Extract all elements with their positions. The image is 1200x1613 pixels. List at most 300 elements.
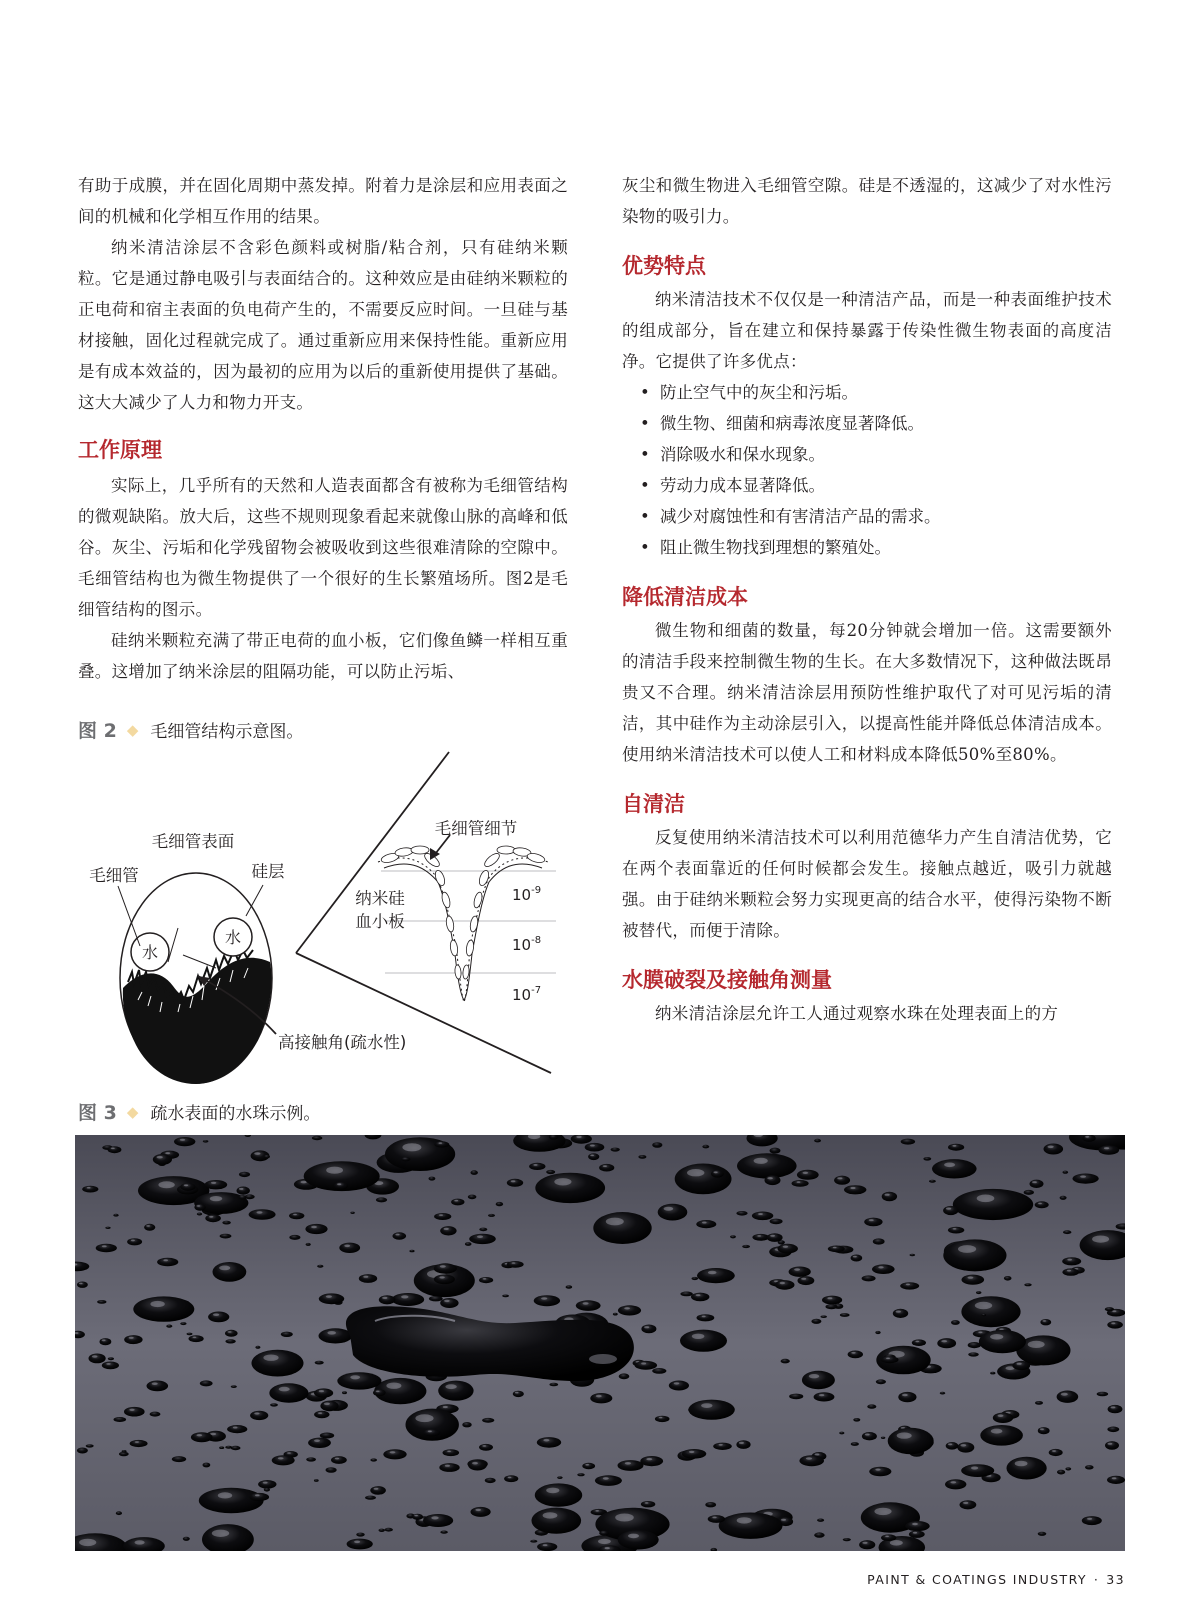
water-droplet bbox=[189, 1335, 204, 1342]
droplet-highlight bbox=[1111, 1322, 1115, 1324]
water-droplet bbox=[1107, 1476, 1125, 1484]
water-droplet bbox=[691, 1293, 709, 1302]
water-droplet bbox=[77, 1282, 88, 1288]
label-capillary-surface: 毛细管表面 bbox=[151, 832, 235, 851]
droplet-highlight bbox=[1112, 1477, 1117, 1479]
droplet-highlight bbox=[445, 1465, 450, 1467]
droplet-highlight bbox=[1067, 1270, 1071, 1272]
water-droplet bbox=[1038, 1532, 1047, 1536]
water-droplet bbox=[566, 1285, 573, 1289]
water-droplet bbox=[89, 1354, 106, 1364]
droplet-highlight bbox=[543, 1439, 549, 1442]
water-droplet bbox=[697, 1268, 735, 1283]
water-droplet bbox=[502, 1295, 509, 1298]
water-droplet bbox=[314, 1479, 319, 1482]
water-droplet bbox=[479, 1228, 487, 1232]
right-column bbox=[622, 170, 1112, 1029]
water-droplet bbox=[250, 1493, 270, 1501]
figure-3-caption bbox=[78, 1098, 320, 1125]
droplet-highlight bbox=[382, 1297, 387, 1299]
water-droplet bbox=[736, 1211, 747, 1216]
water-droplet bbox=[640, 1456, 663, 1466]
water-droplet bbox=[269, 1383, 308, 1402]
droplet-highlight bbox=[576, 1136, 581, 1138]
water-droplet bbox=[641, 1325, 656, 1334]
water-droplet bbox=[440, 1531, 447, 1534]
droplet-highlight bbox=[737, 1517, 752, 1523]
water-droplet bbox=[843, 1538, 851, 1541]
water-droplet bbox=[968, 1352, 979, 1356]
water-droplet bbox=[239, 1195, 247, 1199]
water-droplet bbox=[326, 1467, 337, 1473]
water-droplet bbox=[315, 1361, 324, 1365]
water-droplet bbox=[669, 1381, 689, 1391]
water-droplet bbox=[943, 1206, 958, 1215]
droplet-highlight bbox=[606, 1218, 624, 1226]
water-droplet bbox=[1105, 1307, 1114, 1311]
list-item: • 微生物、细菌和病毒浓度显著降低。 bbox=[660, 408, 1112, 439]
droplet-highlight bbox=[428, 1430, 432, 1432]
water-droplet bbox=[618, 1305, 641, 1315]
water-droplet bbox=[385, 1528, 393, 1532]
droplet-highlight bbox=[319, 1390, 324, 1392]
water-droplet bbox=[468, 1195, 477, 1200]
droplet-highlight bbox=[287, 1452, 291, 1454]
droplet-highlight bbox=[674, 1382, 680, 1384]
section-heading-advantages: 优势特点 bbox=[622, 254, 706, 278]
water-droplet bbox=[379, 1529, 385, 1532]
water-droplet bbox=[376, 1197, 387, 1202]
water-droplet bbox=[482, 1418, 494, 1423]
water-droplet bbox=[468, 1460, 487, 1470]
water-droplet bbox=[393, 1232, 407, 1239]
water-droplet bbox=[320, 1401, 338, 1412]
diamond-icon: ◆ bbox=[126, 720, 139, 739]
droplet-highlight bbox=[293, 1214, 297, 1216]
water-droplet bbox=[730, 1235, 736, 1238]
droplet-highlight bbox=[1087, 1518, 1092, 1520]
droplet-highlight bbox=[87, 1187, 91, 1189]
water-droplet bbox=[802, 1371, 835, 1389]
paragraph: 纳米清洁涂层不含彩色颜料或树脂/粘合剂，只有硅纳米颗粒。它是通过静电吸引与表面结合的。这种效应是由硅纳米颗粒的正电荷和宿主表面的负电荷产生的，不需要反应时间。一旦硅与基材接触，固化过程就完成了。通过重新应用来保持性能。重新应用是有成本效益的，因为最初的应用为以后的重新使用提供了基础。这大大减少了人力和物力开支。 bbox=[78, 238, 568, 412]
droplet-highlight bbox=[1015, 1461, 1028, 1467]
water-droplet bbox=[953, 1189, 1033, 1220]
droplet-highlight bbox=[809, 1374, 819, 1378]
water-droplet bbox=[948, 1227, 964, 1234]
water-droplet bbox=[1044, 1144, 1064, 1155]
water-droplet bbox=[347, 1539, 373, 1550]
water-droplet bbox=[373, 1389, 386, 1396]
water-droplet bbox=[599, 1531, 609, 1536]
water-droplet bbox=[239, 1172, 250, 1177]
water-beads-photo bbox=[75, 1135, 1125, 1551]
water-droplet bbox=[213, 1262, 247, 1282]
water-droplet bbox=[864, 1218, 882, 1227]
water-droplet bbox=[1107, 1321, 1123, 1329]
water-droplet bbox=[105, 1227, 110, 1229]
droplet-highlight bbox=[624, 1307, 630, 1309]
water-droplet bbox=[867, 1404, 876, 1408]
water-droplet bbox=[166, 1325, 172, 1328]
droplet-highlight bbox=[585, 1464, 589, 1466]
zoom-line bbox=[296, 953, 551, 1073]
water-droplet bbox=[537, 1437, 561, 1448]
water-droplet bbox=[1082, 1516, 1102, 1525]
water-droplet bbox=[814, 1139, 821, 1143]
droplet-highlight bbox=[350, 1375, 360, 1379]
water-droplet bbox=[839, 1432, 844, 1435]
section-heading-selfclean: 自清洁 bbox=[622, 792, 685, 816]
water-droplet bbox=[434, 1263, 457, 1273]
water-droplet bbox=[980, 1425, 1023, 1446]
droplet-highlight bbox=[885, 1194, 890, 1196]
droplet-highlight bbox=[794, 1268, 800, 1271]
water-droplet bbox=[775, 1280, 795, 1290]
droplet-highlight bbox=[837, 1177, 842, 1179]
droplet-highlight bbox=[1017, 1363, 1022, 1365]
section-heading-principle: 工作原理 bbox=[78, 438, 162, 462]
water-droplet bbox=[102, 1362, 119, 1370]
water-droplet bbox=[440, 1226, 456, 1235]
figure-caption-text: 疏水表面的水珠示例。 bbox=[150, 1104, 321, 1124]
water-droplet bbox=[1105, 1441, 1119, 1450]
water-droplet bbox=[770, 1148, 781, 1154]
water-droplet bbox=[961, 1296, 1020, 1327]
droplet-highlight bbox=[193, 1337, 197, 1339]
water-droplet bbox=[1097, 1392, 1109, 1397]
water-droplet bbox=[1099, 1145, 1120, 1154]
droplet-highlight bbox=[702, 1316, 706, 1318]
water-droplet bbox=[752, 1234, 769, 1241]
droplet-highlight bbox=[625, 1462, 631, 1465]
droplet-highlight bbox=[1052, 1450, 1056, 1452]
water-droplet bbox=[122, 1450, 127, 1453]
water-droplet bbox=[488, 1214, 495, 1217]
water-droplet bbox=[100, 1338, 112, 1345]
water-droplet bbox=[219, 1446, 224, 1449]
water-droplet bbox=[350, 1212, 354, 1214]
water-droplet bbox=[331, 1456, 347, 1464]
droplet-highlight bbox=[590, 1155, 594, 1157]
water-droplet bbox=[1108, 1405, 1123, 1413]
list-item: • 阻止微生物找到理想的繁殖处。 bbox=[660, 532, 1112, 563]
droplet-highlight bbox=[1061, 1393, 1068, 1396]
water-droplet bbox=[817, 1519, 824, 1522]
droplet-highlight bbox=[218, 1492, 232, 1498]
droplet-highlight bbox=[324, 1403, 330, 1406]
droplet-highlight bbox=[311, 1226, 317, 1228]
water-droplet bbox=[1063, 1171, 1069, 1174]
droplet-highlight bbox=[767, 1177, 773, 1179]
water-droplet bbox=[97, 1300, 106, 1304]
droplet-highlight bbox=[780, 1282, 785, 1284]
paragraph: 有助于成膜，并在固化周期中蒸发掉。附着力是涂层和应用表面之间的机械和化学相互作用的结果。 bbox=[78, 176, 568, 226]
water-droplet bbox=[881, 1356, 899, 1363]
water-droplet bbox=[680, 1292, 692, 1297]
label-capillary-detail: 毛细管细节 bbox=[434, 819, 518, 838]
water-droplet bbox=[116, 1511, 122, 1515]
water-droplet bbox=[655, 1416, 670, 1422]
water-droplet bbox=[789, 1394, 803, 1400]
droplet-highlight bbox=[950, 1481, 956, 1483]
droplet-highlight bbox=[890, 1540, 903, 1546]
water-droplet bbox=[905, 1521, 929, 1531]
water-droplet bbox=[1035, 1401, 1043, 1405]
water-droplet bbox=[203, 1140, 209, 1143]
water-droplet bbox=[77, 1448, 88, 1454]
water-droplet bbox=[200, 1380, 213, 1386]
droplet-highlight bbox=[701, 1403, 712, 1408]
water-droplet bbox=[638, 1155, 646, 1159]
droplet-highlight bbox=[757, 1235, 761, 1237]
water-droplet bbox=[1073, 1174, 1099, 1184]
water-droplet bbox=[423, 1429, 440, 1436]
water-droplet bbox=[535, 1173, 605, 1203]
droplet-highlight bbox=[314, 1439, 320, 1442]
water-droplet bbox=[534, 1295, 560, 1306]
water-droplet bbox=[342, 1391, 347, 1394]
droplet-highlight bbox=[212, 1530, 229, 1537]
list-item: • 劳动力成本显著降低。 bbox=[660, 470, 1112, 501]
droplet-highlight bbox=[952, 1145, 956, 1147]
droplet-highlight bbox=[912, 1523, 918, 1525]
water-droplet bbox=[937, 1338, 956, 1348]
droplet-highlight bbox=[184, 1184, 188, 1186]
droplet-highlight bbox=[255, 1494, 260, 1496]
advantages-list bbox=[622, 377, 1112, 563]
droplet-highlight bbox=[554, 1178, 571, 1185]
water-droplet bbox=[881, 1437, 885, 1439]
water-droplet bbox=[968, 1342, 981, 1348]
water-droplet bbox=[392, 1293, 425, 1306]
droplet-highlight bbox=[219, 1266, 230, 1271]
water-droplet bbox=[272, 1455, 295, 1465]
publication-name: PAINT & COATINGS INDUSTRY bbox=[867, 1572, 1087, 1587]
water-droplet bbox=[770, 1219, 783, 1225]
droplet-highlight bbox=[603, 1477, 609, 1480]
water-droplet bbox=[869, 1467, 891, 1476]
water-droplet bbox=[872, 1264, 895, 1274]
water-droplet bbox=[882, 1192, 897, 1201]
list-item: • 消除吸水和保水现象。 bbox=[660, 439, 1112, 470]
droplet-highlight bbox=[1092, 1236, 1109, 1243]
figure-number: 图 3 bbox=[78, 1102, 117, 1124]
water-droplet bbox=[1004, 1276, 1012, 1281]
water-droplet bbox=[1107, 1427, 1119, 1433]
water-droplet bbox=[948, 1144, 964, 1151]
water-droplet bbox=[319, 1328, 353, 1343]
droplet-highlight bbox=[483, 1278, 487, 1280]
droplet-highlight bbox=[439, 1142, 443, 1144]
water-droplet bbox=[339, 1243, 360, 1253]
water-droplet bbox=[462, 1422, 471, 1427]
scale-label: $10^{-7}$ bbox=[512, 985, 542, 1004]
water-droplet bbox=[834, 1176, 850, 1185]
droplet-highlight bbox=[111, 1148, 115, 1150]
droplet-highlight bbox=[628, 1534, 639, 1539]
droplet-highlight bbox=[944, 1163, 955, 1168]
droplet-highlight bbox=[696, 1294, 701, 1296]
droplet-highlight bbox=[415, 1414, 433, 1422]
droplet-highlight bbox=[278, 1457, 284, 1459]
water-droplet bbox=[708, 1515, 725, 1523]
water-droplet bbox=[736, 1440, 750, 1449]
water-droplet bbox=[576, 1300, 601, 1311]
droplet-highlight bbox=[664, 1207, 674, 1211]
water-droplet bbox=[114, 1417, 127, 1422]
figure-caption-text: 毛细管结构示意图。 bbox=[150, 722, 304, 742]
water-droplet bbox=[821, 1315, 827, 1318]
droplet-highlight bbox=[401, 1295, 408, 1298]
water-droplet bbox=[199, 1488, 264, 1513]
water-droplet bbox=[719, 1513, 783, 1539]
water-droplet bbox=[529, 1163, 545, 1170]
water-droplet bbox=[172, 1456, 186, 1462]
water-droplet bbox=[618, 1460, 644, 1471]
water-droplet bbox=[308, 1438, 331, 1448]
water-droplet bbox=[859, 1540, 875, 1549]
water-droplet bbox=[124, 1335, 142, 1344]
page-footer bbox=[867, 1572, 1125, 1587]
droplet-highlight bbox=[443, 1406, 448, 1408]
water-droplet bbox=[281, 1332, 293, 1337]
droplet-highlight bbox=[641, 1362, 646, 1364]
paragraph: 纳米清洁涂层允许工人通过观察水珠在处理表面上的方 bbox=[655, 1004, 1059, 1023]
droplet-highlight bbox=[708, 1271, 717, 1275]
water-droplet bbox=[231, 1446, 241, 1450]
water-droplet bbox=[767, 1233, 783, 1242]
water-droplet bbox=[675, 1164, 732, 1195]
droplet-highlight bbox=[386, 1383, 401, 1389]
droplet-highlight bbox=[228, 1331, 232, 1333]
water-droplet bbox=[862, 1275, 876, 1281]
droplet-highlight bbox=[444, 1300, 450, 1302]
droplet-highlight bbox=[998, 1414, 1004, 1417]
water-droplet bbox=[1085, 1465, 1094, 1469]
water-droplet bbox=[174, 1137, 195, 1146]
water-droplet bbox=[1007, 1457, 1047, 1480]
water-droplet bbox=[127, 1238, 142, 1245]
droplet-highlight bbox=[482, 1445, 486, 1447]
water-droplet bbox=[496, 1202, 503, 1206]
droplet-highlight bbox=[896, 1311, 901, 1313]
water-droplet bbox=[319, 1293, 344, 1304]
droplet-highlight bbox=[102, 1245, 107, 1247]
water-droplet bbox=[187, 1333, 193, 1336]
water-droplet bbox=[595, 1475, 622, 1486]
water-droplet bbox=[680, 1330, 727, 1352]
droplet-highlight bbox=[546, 1488, 559, 1494]
water-droplet bbox=[439, 1463, 459, 1472]
water-droplet bbox=[86, 1444, 94, 1447]
droplet-highlight bbox=[129, 1409, 134, 1411]
droplet-highlight bbox=[135, 1540, 145, 1544]
droplet-highlight bbox=[1048, 1146, 1054, 1149]
droplet-highlight bbox=[1038, 1203, 1042, 1205]
water-droplet bbox=[205, 1180, 228, 1189]
droplet-highlight bbox=[395, 1234, 399, 1236]
water-droplet bbox=[409, 1250, 414, 1253]
water-droplet bbox=[1057, 1470, 1065, 1475]
water-droplet bbox=[150, 1412, 161, 1417]
droplet-highlight bbox=[374, 1488, 379, 1490]
left-column bbox=[78, 170, 568, 687]
water-droplet bbox=[443, 1449, 460, 1456]
droplet-highlight bbox=[991, 1429, 1003, 1434]
water-droplet bbox=[962, 1275, 985, 1285]
water-droplet bbox=[306, 1243, 311, 1246]
label-silicon-layer: 硅层 bbox=[251, 862, 285, 881]
water-droplet bbox=[513, 1391, 524, 1397]
droplet-highlight bbox=[543, 1512, 558, 1518]
droplet-highlight bbox=[869, 1219, 874, 1221]
droplet-highlight bbox=[515, 1392, 519, 1394]
droplet-highlight bbox=[129, 1337, 134, 1339]
droplet-highlight bbox=[414, 1515, 418, 1517]
droplet-highlight bbox=[815, 1453, 820, 1455]
droplet-highlight bbox=[781, 1519, 786, 1521]
droplet-highlight bbox=[1032, 1181, 1037, 1183]
water-droplet bbox=[469, 1234, 496, 1244]
water-droplet bbox=[619, 1373, 630, 1379]
water-droplet bbox=[940, 1392, 945, 1395]
water-droplet bbox=[593, 1212, 651, 1244]
water-droplet bbox=[792, 1180, 809, 1187]
droplet-highlight bbox=[770, 1235, 775, 1237]
water-droplet bbox=[194, 1204, 205, 1211]
water-droplet bbox=[412, 1514, 423, 1520]
water-droplet bbox=[144, 1224, 155, 1231]
water-droplet bbox=[976, 1291, 981, 1294]
water-droplet bbox=[814, 1532, 824, 1537]
water-droplet bbox=[900, 1282, 919, 1289]
water-droplet bbox=[306, 1457, 316, 1461]
droplet-highlight bbox=[475, 1509, 481, 1511]
water-droplet bbox=[258, 1480, 276, 1489]
water-droplet bbox=[537, 1543, 557, 1552]
droplet-highlight bbox=[263, 1482, 268, 1484]
water-droplet bbox=[797, 1170, 819, 1180]
water-droplet bbox=[982, 1314, 987, 1317]
droplet-highlight bbox=[512, 1262, 516, 1264]
droplet-highlight bbox=[197, 1434, 203, 1436]
droplet-highlight bbox=[953, 1228, 957, 1230]
water-droplet bbox=[876, 1379, 886, 1384]
water-droplet bbox=[979, 1330, 1026, 1353]
droplet-highlight bbox=[447, 1451, 451, 1453]
droplet-highlight bbox=[803, 1172, 809, 1174]
water-droplet bbox=[507, 1261, 524, 1268]
droplet-highlight bbox=[819, 1394, 824, 1396]
water-droplet bbox=[901, 1139, 915, 1145]
water-droplet bbox=[203, 1463, 211, 1468]
water-droplet bbox=[197, 1213, 202, 1216]
water-droplet bbox=[1035, 1201, 1049, 1208]
droplet-highlight bbox=[511, 1180, 516, 1182]
droplet-highlight bbox=[440, 1265, 446, 1268]
water-droplet bbox=[401, 1157, 410, 1161]
droplet-highlight bbox=[337, 1183, 341, 1185]
water-droplet bbox=[546, 1170, 555, 1174]
water-droplet bbox=[853, 1418, 860, 1422]
droplet-highlight bbox=[645, 1502, 649, 1504]
droplet-highlight bbox=[239, 1188, 244, 1190]
droplet-highlight bbox=[971, 1466, 978, 1469]
water-droplet bbox=[264, 1155, 270, 1159]
water-droplet bbox=[205, 1214, 221, 1222]
droplet-highlight bbox=[1028, 1341, 1045, 1348]
water-droplet bbox=[289, 1212, 304, 1219]
